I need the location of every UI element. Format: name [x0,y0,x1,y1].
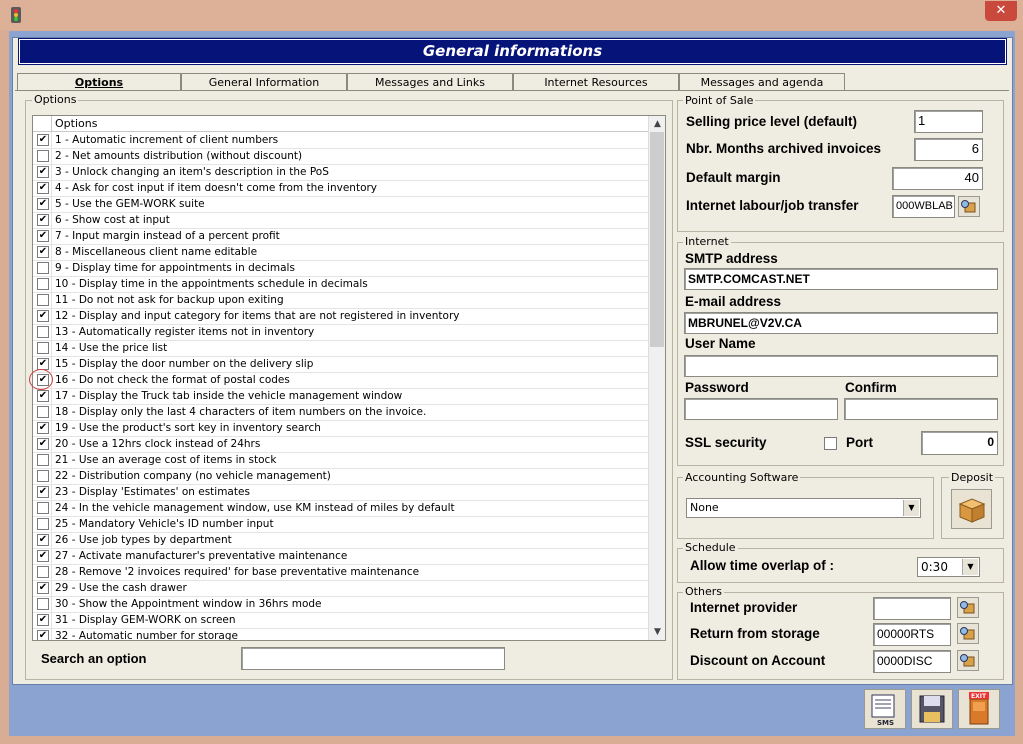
highlight-annotation [29,369,53,390]
option-row[interactable] [33,628,648,641]
option-checkbox[interactable]: ✔ [38,390,48,401]
accounting-software-select[interactable] [686,498,921,518]
option-checkbox[interactable]: ✔ [38,134,48,145]
email-label: E-mail address [685,294,782,309]
accounting-group-legend: Accounting Software [685,471,799,484]
option-label: 20 - Use a 12hrs clock instead of 24hrs [55,438,261,450]
options-scrollbar[interactable] [648,116,666,640]
accounting-selected-value: None [690,501,719,514]
option-checkbox[interactable] [37,262,49,274]
option-row[interactable] [33,212,648,229]
option-label: 5 - Use the GEM-WORK suite [55,198,205,210]
option-row[interactable] [33,292,648,309]
option-row[interactable] [33,548,648,565]
option-checkbox[interactable]: ✔ [38,310,48,321]
port-label: Port [846,435,873,450]
storage-label: Return from storage [690,626,820,641]
option-row[interactable] [33,500,648,517]
option-row[interactable] [33,244,648,261]
deposit-box-icon [952,490,991,528]
svg-text:EXIT: EXIT [971,693,987,700]
option-row[interactable] [33,340,648,357]
option-label: 17 - Display the Truck tab inside the vehicle management window [55,390,403,402]
option-label: 19 - Use the product's sort key in inventory search [55,422,321,434]
smtp-input[interactable]: SMTP.COMCAST.NET [684,268,998,290]
option-checkbox[interactable]: ✔ [38,614,48,625]
password-label: Password [685,380,749,395]
option-row[interactable] [33,164,648,181]
option-label: 28 - Remove '2 invoices required' for base preventative maintenance [55,566,420,578]
option-checkbox[interactable] [37,342,49,354]
option-checkbox[interactable]: ✔ [38,534,48,545]
save-button[interactable] [911,689,953,729]
option-row[interactable] [33,420,648,437]
overlap-select[interactable] [917,557,980,577]
deposit-group-legend: Deposit [951,471,994,484]
options-group-legend: Options [34,93,77,106]
username-input[interactable] [684,355,998,377]
option-row[interactable] [33,180,648,197]
option-checkbox[interactable]: ✔ [38,358,48,369]
option-label: 4 - Ask for cost input if item doesn't come from the inventory [55,182,378,194]
option-checkbox[interactable] [37,598,49,610]
password-input[interactable] [684,398,838,420]
option-checkbox[interactable]: ✔ [38,486,48,497]
default-margin-input[interactable]: 40 [892,167,983,190]
labour-lookup-button[interactable] [958,196,980,217]
option-label: 2 - Net amounts distribution (without discount) [55,150,303,162]
option-row[interactable] [33,596,648,613]
tab-internet-resources[interactable]: Internet Resources [513,73,679,91]
option-checkbox[interactable]: ✔ [38,422,48,433]
provider-lookup-button[interactable] [957,597,979,618]
labour-transfer-input[interactable]: 000WBLAB [892,195,955,218]
storage-input[interactable]: 00000RTS [873,623,951,646]
selling-price-label: Selling price level (default) [686,114,858,129]
selling-price-input[interactable]: 1 [914,110,983,133]
tab-options[interactable]: Options [17,73,181,91]
option-row[interactable] [33,516,648,533]
confirm-password-input[interactable] [844,398,998,420]
page-title: General informations [19,39,1006,64]
search-option-label: Search an option [41,651,147,666]
lookup-icon [959,197,979,216]
option-checkbox[interactable] [37,518,49,530]
options-column-header: Options [55,117,98,130]
option-row[interactable] [33,260,648,277]
option-label: 27 - Activate manufacturer's preventative maintenance [55,550,348,562]
option-label: 29 - Use the cash drawer [55,582,187,594]
option-checkbox[interactable]: ✔ [38,214,48,225]
option-label: 31 - Display GEM-WORK on screen [55,614,236,626]
option-label: 11 - Do not not ask for backup upon exiting [55,294,284,306]
discount-label: Discount on Account [690,653,826,668]
option-row[interactable] [33,404,648,421]
smtp-label: SMTP address [685,251,778,266]
option-checkbox[interactable] [37,326,49,338]
option-checkbox[interactable] [37,566,49,578]
option-row[interactable] [33,132,648,149]
overlap-label: Allow time overlap of : [690,558,835,573]
port-input[interactable]: 0 [921,431,998,455]
chevron-down-icon: ▼ [903,500,919,516]
option-label: 22 - Distribution company (no vehicle management) [55,470,331,482]
option-row[interactable] [33,452,648,469]
scroll-down-icon[interactable]: ▼ [654,627,661,637]
scroll-thumb[interactable] [650,132,664,347]
option-label: 25 - Mandatory Vehicle's ID number input [55,518,274,530]
option-label: 6 - Show cost at input [55,214,170,226]
option-row[interactable] [33,580,648,597]
option-row[interactable] [33,308,648,325]
option-row[interactable] [33,324,648,341]
exit-door-icon [959,690,999,728]
option-row[interactable] [33,356,648,373]
option-checkbox[interactable]: ✔ [38,582,48,593]
option-label: 10 - Display time in the appointments schedule in decimals [55,278,368,290]
discount-input[interactable]: 0000DISC [873,650,951,673]
discount-lookup-button[interactable] [957,650,979,671]
scroll-up-icon[interactable]: ▲ [654,119,661,129]
option-row[interactable] [33,564,648,581]
months-archived-label: Nbr. Months archived invoices [686,141,882,156]
option-checkbox[interactable]: ✔ [38,630,48,641]
option-label: 12 - Display and input category for items that are not registered in inventory [55,310,460,322]
option-label: 23 - Display 'Estimates' on estimates [55,486,250,498]
options-list-header [33,116,648,132]
svg-text:SMS: SMS [877,719,895,727]
internet-group-legend: Internet [685,235,729,248]
ssl-label: SSL security [685,435,767,450]
provider-input[interactable] [873,597,951,620]
deposit-button[interactable] [951,489,992,529]
email-input[interactable]: MBRUNEL@V2V.CA [684,312,998,334]
option-row[interactable] [33,276,648,293]
option-label: 1 - Automatic increment of client numbers [55,134,279,146]
ssl-checkbox[interactable] [824,437,837,450]
option-label: 32 - Automatic number for storage [55,630,238,641]
option-checkbox[interactable]: ✔ [38,438,48,449]
others-group-legend: Others [685,585,722,598]
app-icon [9,6,23,24]
option-checkbox[interactable]: ✔ [38,246,48,257]
option-checkbox[interactable] [37,294,49,306]
option-label: 15 - Display the door number on the delivery slip [55,358,314,370]
sms-button[interactable] [864,689,906,729]
option-label: 3 - Unlock changing an item's description in the PoS [55,166,329,178]
tab-messages-and-agenda[interactable]: Messages and agenda [679,73,845,91]
option-row[interactable] [33,468,648,485]
option-label: 7 - Input margin instead of a percent profit [55,230,280,242]
lookup-icon [958,624,978,643]
option-label: 24 - In the vehicle management window, use KM instead of miles by default [55,502,455,514]
search-option-input[interactable] [241,647,505,670]
chevron-down-icon: ▼ [962,559,978,575]
option-label: 16 - Do not check the format of postal codes [55,374,290,386]
sms-icon [865,690,905,728]
option-row[interactable] [33,228,648,245]
option-row[interactable] [33,196,648,213]
option-row[interactable] [33,532,648,549]
option-row[interactable] [33,372,648,389]
options-list [32,115,666,641]
option-row[interactable] [33,484,648,501]
tab-messages-and-links[interactable]: Messages and Links [347,73,513,91]
title-bar [0,0,1023,30]
provider-label: Internet provider [690,600,798,615]
option-row[interactable] [33,436,648,453]
option-label: 30 - Show the Appointment window in 36hrs mode [55,598,322,610]
months-archived-input[interactable]: 6 [914,138,983,161]
tab-general-information[interactable]: General Information [181,73,347,91]
option-row[interactable] [33,148,648,165]
overlap-selected-value: 0:30 [921,560,948,574]
option-checkbox[interactable] [37,406,49,418]
pos-group-legend: Point of Sale [685,94,754,107]
option-checkbox[interactable] [37,278,49,290]
floppy-disk-icon [912,690,952,728]
option-label: 26 - Use job types by department [55,534,232,546]
option-checkbox[interactable]: ✔ [38,182,48,193]
option-row[interactable] [33,612,648,629]
option-label: 9 - Display time for appointments in decimals [55,262,295,274]
option-checkbox[interactable] [37,502,49,514]
exit-button[interactable] [958,689,1000,729]
option-checkbox[interactable]: ✔ [38,198,48,209]
default-margin-label: Default margin [686,170,781,185]
option-label: 14 - Use the price list [55,342,168,354]
option-checkbox[interactable]: ✔ [38,166,48,177]
option-checkbox[interactable] [37,150,49,162]
option-label: 13 - Automatically register items not in inventory [55,326,315,338]
option-label: 21 - Use an average cost of items in stock [55,454,277,466]
option-checkbox[interactable]: ✔ [38,230,48,241]
schedule-group-legend: Schedule [685,541,736,554]
option-label: 18 - Display only the last 4 characters of item numbers on the invoice. [55,406,427,418]
option-checkbox[interactable]: ✔ [38,550,48,561]
confirm-label: Confirm [845,380,897,395]
option-checkbox[interactable] [37,454,49,466]
option-checkbox[interactable] [37,470,49,482]
lookup-icon [958,598,978,617]
storage-lookup-button[interactable] [957,623,979,644]
username-label: User Name [685,336,756,351]
option-label: 8 - Miscellaneous client name editable [55,246,258,258]
option-row[interactable] [33,388,648,405]
option-checkbox[interactable]: ✔ [38,374,48,385]
close-button[interactable]: ✕ [985,1,1017,21]
labour-transfer-label: Internet labour/job transfer [686,198,859,213]
lookup-icon [958,651,978,670]
